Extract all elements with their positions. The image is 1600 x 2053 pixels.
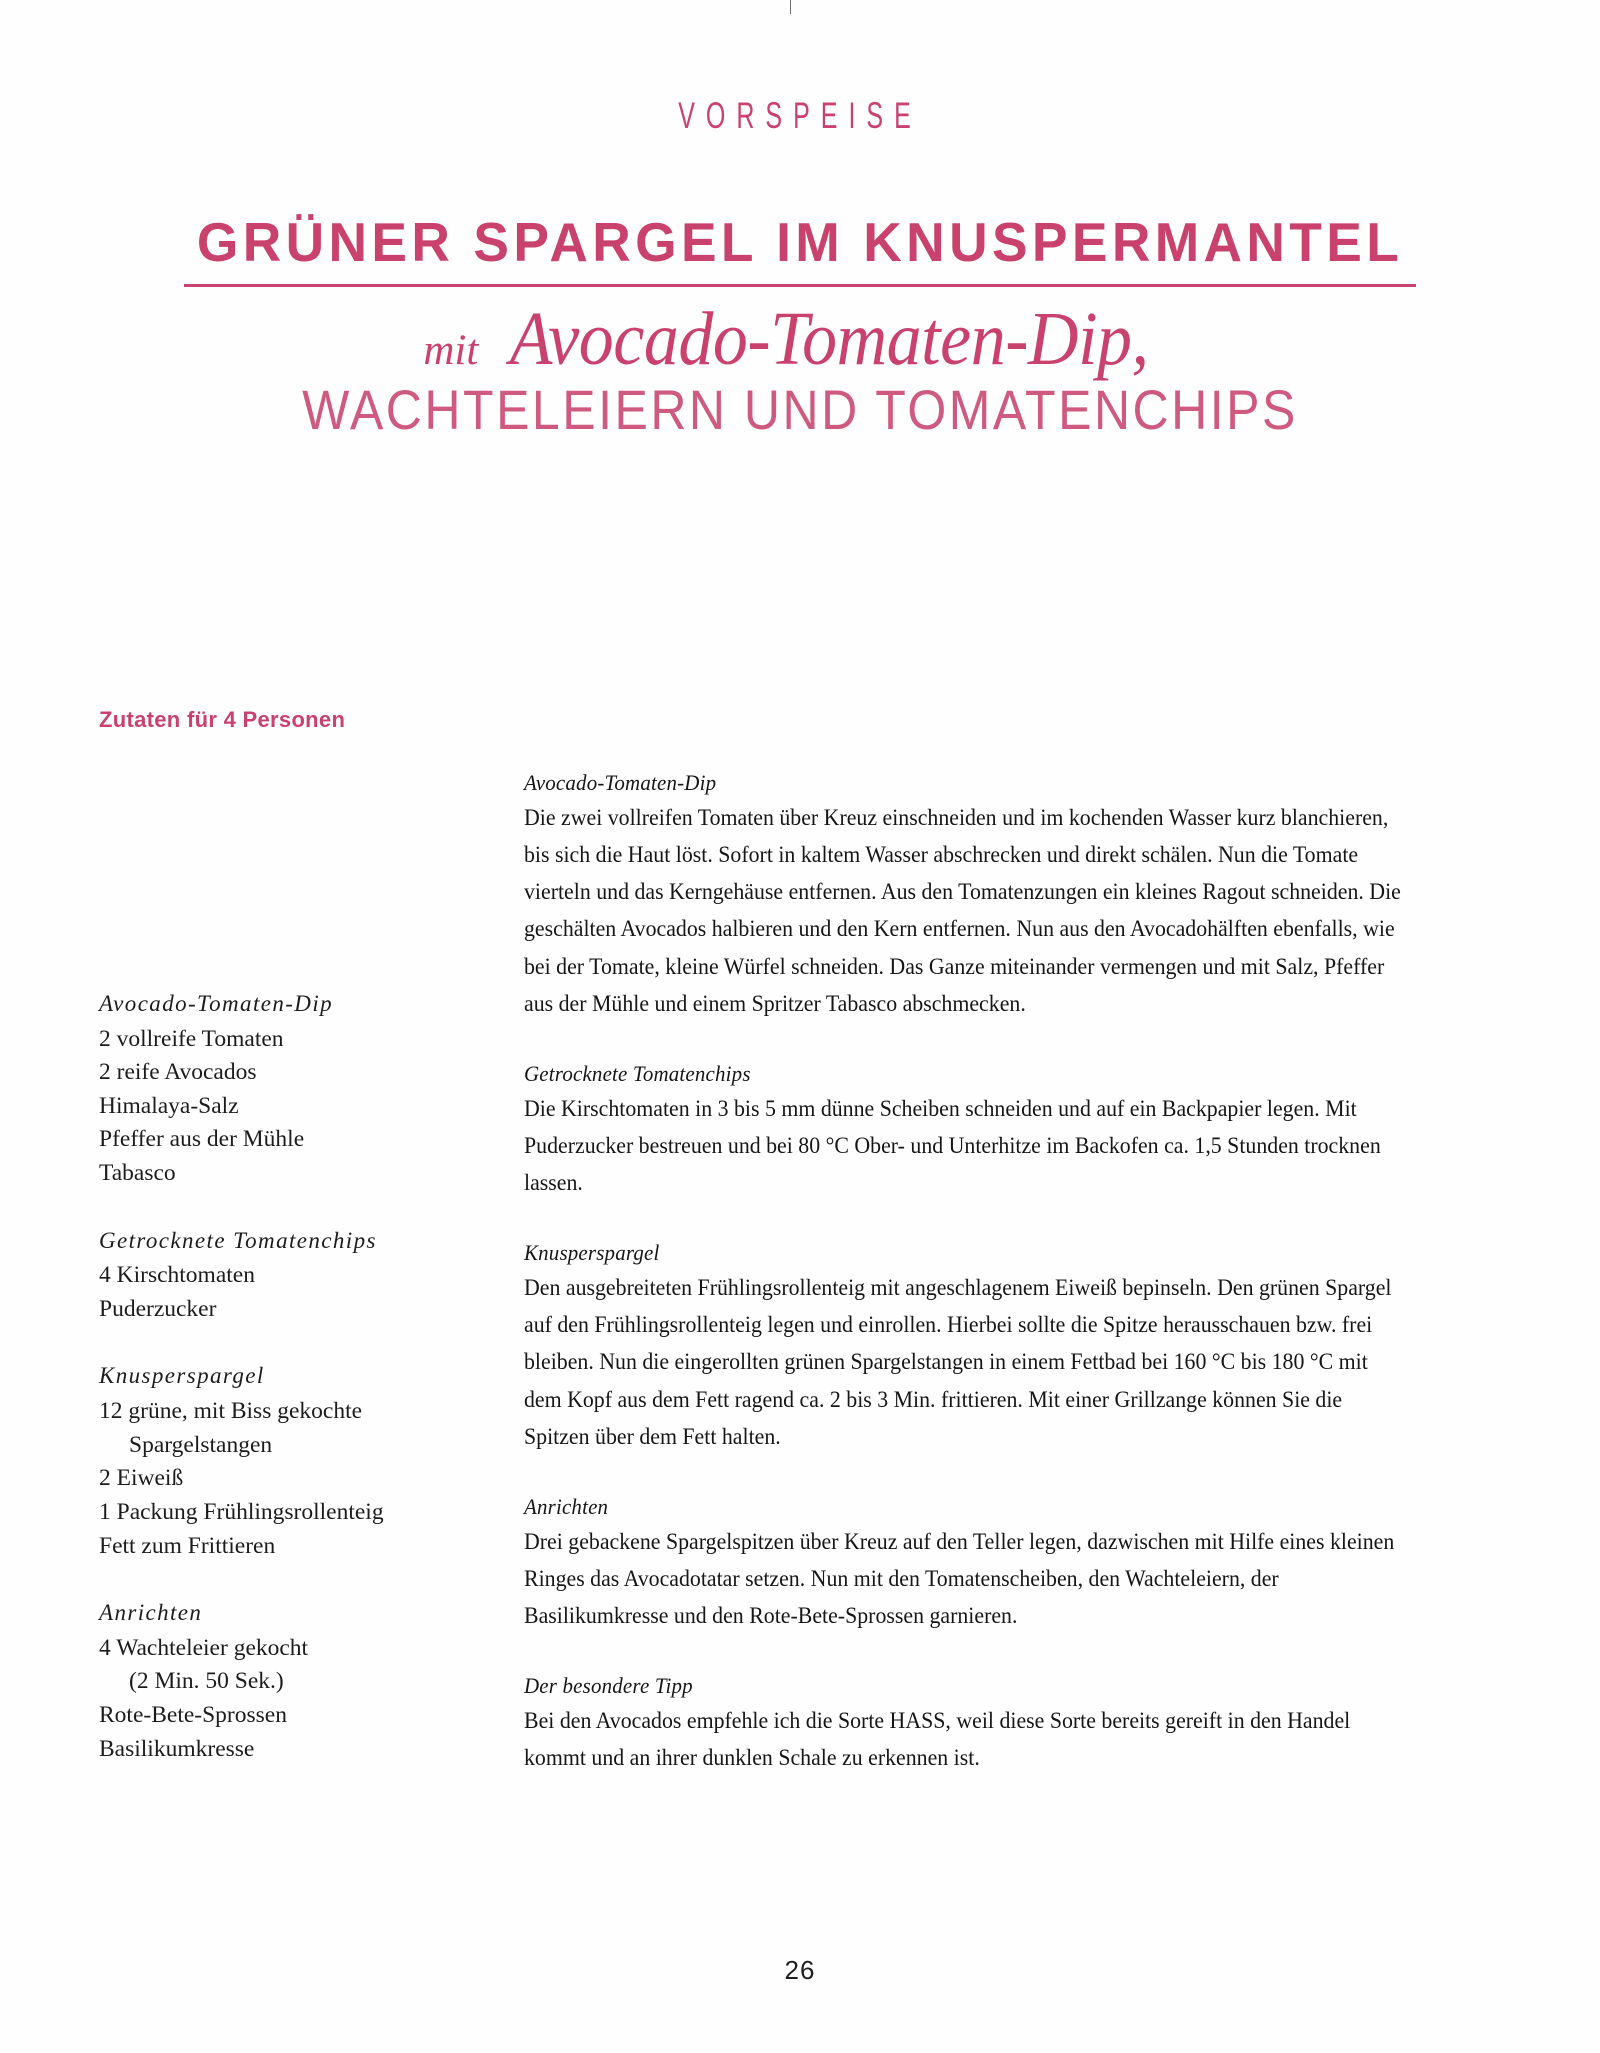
- servings-label: Zutaten für 4 Personen: [99, 707, 346, 732]
- ingredient-item: 2 Eiweiß: [99, 1465, 184, 1492]
- method-step-text: Den ausgebreiteten Frühlingsrollenteig mit angeschlagenem Eiweiß bepinseln. Den grünen Spargel auf den Frühlingsrollenteig legen und einrollen. Hierbei sollte die Spitze herausschauen bzw. frei bleiben. Nun die eingerollten grünen Spargelstangen in einem Fettbad bei 160 °C bis 180 °C mit dem Kopf aus dem Fett ragend ca. 2 bis 3 Min. frittieren. Mit einer Grillzange können Sie die Spitzen über dem Fett halten.: [524, 1275, 1392, 1450]
- method-step: [524, 1061, 1404, 1202]
- subtitle-main: Avocado-Tomaten-Dip,: [510, 297, 1149, 381]
- ingredient-item: Tabasco: [99, 1160, 176, 1187]
- crop-mark: [790, 0, 791, 14]
- method-step-text: Die Kirschtomaten in 3 bis 5 mm dünne Scheiben schneiden und auf ein Backpapier legen. Mit Puderzucker bestreuen und bei 80 °C Ober- und Unterhitze im Backofen ca. 1,5 Stunden trocknen lassen.: [524, 1095, 1381, 1196]
- recipe-subtitle: [0, 297, 1600, 381]
- course-eyebrow: VORSPEISE: [678, 95, 922, 137]
- ingredients-column: [99, 988, 469, 1766]
- method-step-heading: Getrocknete Tomatenchips: [524, 1060, 751, 1086]
- page-title: GRÜNER SPARGEL IM KNUSPERMANTEL: [196, 211, 1404, 273]
- ingredient-item: Spargelstangen: [129, 1431, 273, 1458]
- method-step-heading: Anrichten: [524, 1493, 609, 1519]
- ingredient-item: 2 vollreife Tomaten: [99, 1025, 284, 1052]
- ingredient-item: 4 Kirschtomaten: [99, 1262, 255, 1289]
- ingredient-item: Himalaya-Salz: [99, 1092, 239, 1119]
- method-step-heading: Knusperspargel: [524, 1240, 660, 1266]
- ingredient-group: [99, 988, 469, 1191]
- title-divider: [184, 284, 1416, 287]
- ingredient-group-heading: Avocado-Tomaten-Dip: [99, 991, 334, 1016]
- method-column: [524, 770, 1404, 1777]
- ingredient-item: 12 grüne, mit Biss gekochte: [99, 1398, 363, 1425]
- recipe-title-block: [0, 211, 1600, 442]
- method-step: [524, 770, 1404, 1023]
- ingredient-item: 1 Packung Frühlingsrollenteig: [99, 1498, 384, 1525]
- ingredient-item: 4 Wachteleier gekocht: [99, 1634, 309, 1661]
- method-step-text: Die zwei vollreifen Tomaten über Kreuz einschneiden und im kochenden Wasser kurz blanchieren, bis sich die Haut löst. Sofort in kaltem Wasser abschrecken und direkt schälen. Nun die Tomate vierteln und das Kerngehäuse entfernen. Aus den Tomatenzungen ein kleines Ragout schneiden. Die geschälten Avocados halbieren und den Kern entfernen. Nun aus den Avocadohälften ebenfalls, wie bei der Tomate, kleine Würfel schneiden. Das Ganze miteinander vermengen und mit Salz, Pfeffer aus der Mühle und einem Spritzer Tabasco abschmecken.: [524, 805, 1401, 1017]
- ingredient-group: [99, 1225, 469, 1327]
- ingredient-group: [99, 1360, 469, 1563]
- method-step-heading: Avocado-Tomaten-Dip: [524, 770, 717, 795]
- ingredient-item: Basilikumkresse: [99, 1735, 255, 1762]
- ingredient-item: 2 reife Avocados: [99, 1059, 257, 1086]
- method-step-heading: Der besondere Tipp: [524, 1673, 693, 1699]
- method-step: [524, 1673, 1404, 1777]
- method-step-text: Drei gebackene Spargelspitzen über Kreuz auf den Teller legen, dazwischen mit Hilfe eines kleinen Ringes das Avocadotatar setzen. Nun mit den Tomatenscheiben, den Wachteleiern, der Basilikumkresse und den Rote-Bete-Sprossen garnieren.: [524, 1528, 1395, 1629]
- ingredient-group: [99, 1597, 469, 1766]
- ingredient-item: Pfeffer aus der Mühle: [99, 1126, 305, 1153]
- ingredient-item: Fett zum Frittieren: [99, 1532, 276, 1559]
- ingredient-group-heading: Knusperspargel: [99, 1363, 265, 1389]
- ingredient-group-heading: Getrocknete Tomatenchips: [99, 1227, 377, 1253]
- method-step: [524, 1494, 1404, 1635]
- page-number: 26: [784, 1955, 816, 1985]
- ingredient-item: Puderzucker: [99, 1295, 217, 1322]
- method-step: [524, 1240, 1404, 1456]
- ingredient-item: (2 Min. 50 Sek.): [129, 1668, 284, 1695]
- method-step-text: Bei den Avocados empfehle ich die Sorte HASS, weil diese Sorte bereits gereift in den Handel kommt und an ihrer dunklen Schale zu erkennen ist.: [524, 1708, 1351, 1772]
- ingredient-group-heading: Anrichten: [99, 1600, 203, 1626]
- subtitle-prefix: mit: [423, 327, 479, 374]
- ingredient-item: Rote-Bete-Sprossen: [99, 1701, 287, 1728]
- recipe-subtitle-second-line: WACHTELEIERN UND TOMATENCHIPS: [302, 378, 1298, 442]
